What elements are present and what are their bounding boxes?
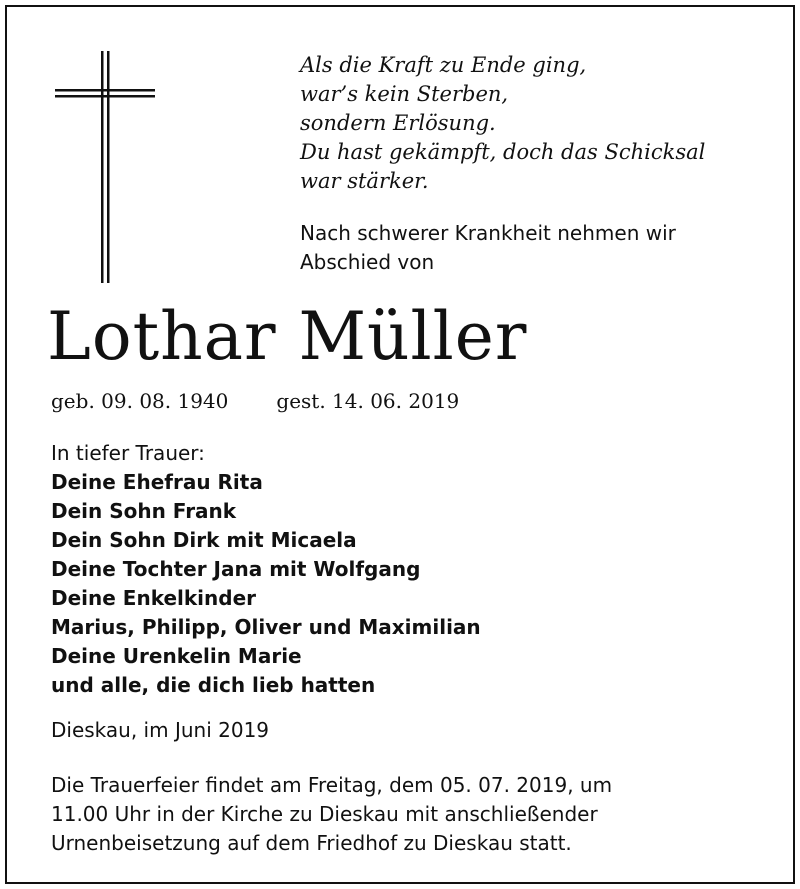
funeral-line: Die Trauerfeier findet am Freitag, dem 05. 07. 2019, um xyxy=(51,773,613,797)
poem-line: sondern Erlösung. xyxy=(300,111,496,135)
funeral-line: Urnenbeisetzung auf dem Friedhof zu Dieskau statt. xyxy=(51,831,572,855)
deceased-name: Lothar Müller xyxy=(47,298,528,375)
poem-line: Als die Kraft zu Ende ging, xyxy=(300,53,587,77)
mourner-entry: Deine Enkelkinder xyxy=(51,586,257,610)
farewell-intro xyxy=(300,219,676,277)
mourners-section xyxy=(51,439,481,700)
mourners-lead: In tiefer Trauer: xyxy=(51,441,205,465)
poem-line: war’s kein Sterben, xyxy=(300,82,509,106)
poem-verse xyxy=(300,51,705,196)
death-date: gest. 14. 06. 2019 xyxy=(276,389,460,413)
mourners-list xyxy=(51,468,481,700)
mourner-entry: Marius, Philipp, Oliver und Maximilian xyxy=(51,615,481,639)
mourner-entry: Dein Sohn Frank xyxy=(51,499,237,523)
poem-line: war stärker. xyxy=(300,169,429,193)
mourner-entry: Deine Tochter Jana mit Wolfgang xyxy=(51,557,421,581)
intro-line: Nach schwerer Krankheit nehmen wir xyxy=(300,221,676,245)
funeral-notice xyxy=(51,771,612,858)
birth-date: geb. 09. 08. 1940 xyxy=(51,389,229,413)
place-and-date: Dieskau, im Juni 2019 xyxy=(51,718,270,742)
mourner-entry: Deine Urenkelin Marie xyxy=(51,644,302,668)
life-dates xyxy=(51,387,459,415)
latin-cross-icon xyxy=(55,51,155,283)
obituary-notice xyxy=(5,5,795,884)
funeral-line: 11.00 Uhr in der Kirche zu Dieskau mit anschließender xyxy=(51,802,598,826)
mourner-entry: und alle, die dich lieb hatten xyxy=(51,673,376,697)
poem-line: Du hast gekämpft, doch das Schicksal xyxy=(300,140,706,164)
mourner-entry: Dein Sohn Dirk mit Micaela xyxy=(51,528,357,552)
intro-line: Abschied von xyxy=(300,250,435,274)
mourner-entry: Deine Ehefrau Rita xyxy=(51,470,263,494)
